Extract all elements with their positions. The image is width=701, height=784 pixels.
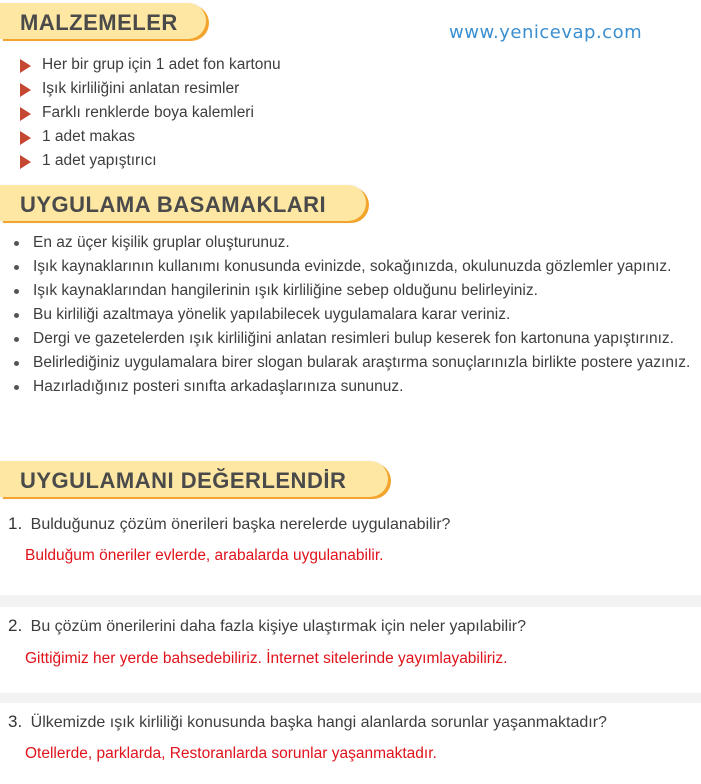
question-2 (8, 616, 526, 636)
question-number: 1. (8, 514, 23, 533)
list-item: Her bir grup için 1 adet fon kartonu (20, 53, 420, 77)
list-item: Işık kaynaklarından hangilerinin ışık kirliliğine sebep olduğunu belirleyiniz. (11, 279, 693, 303)
list-item: Dergi ve gazetelerden ışık kirliliğini anlatan resimleri bulup keserek fon kartonuna yapıştırınız. (11, 327, 693, 351)
divider (0, 693, 701, 703)
answer-box-2 (8, 644, 701, 692)
question-text: Ülkemizde ışık kirliliği konusunda başka hangi alanlarda sorunlar yaşanmaktadır? (30, 714, 607, 731)
question-3 (8, 712, 607, 732)
watermark-text: www.yenicevap.com (449, 22, 643, 43)
dot-bullet-icon (14, 265, 19, 270)
materials-banner (0, 3, 206, 39)
dot-bullet-icon (14, 337, 19, 342)
evaluate-title: UYGULAMANI DEĞERLENDİR (20, 468, 347, 493)
materials-title: MALZEMELER (20, 10, 178, 35)
answer-box-3 (8, 739, 701, 779)
dot-bullet-icon (14, 313, 19, 318)
list-item: 1 adet yapıştırıcı (20, 149, 420, 173)
question-number: 2. (8, 616, 23, 635)
divider (0, 595, 701, 607)
list-item: 1 adet makas (20, 125, 420, 149)
steps-title: UYGULAMA BASAMAKLARI (20, 192, 327, 217)
triangle-bullet-icon (20, 107, 31, 121)
dot-bullet-icon (14, 289, 19, 294)
steps-list (11, 231, 693, 399)
answer-text: Otellerde, parklarda, Restoranlarda sorunlar yaşanmaktadır. (25, 745, 437, 762)
list-item: Işık kaynaklarının kullanımı konusunda evinizde, sokağınızda, okulunuzda gözlemler yapınız. (11, 255, 693, 279)
question-1 (8, 514, 450, 534)
evaluate-banner (0, 461, 388, 497)
triangle-bullet-icon (20, 83, 31, 97)
dot-bullet-icon (14, 361, 19, 366)
question-text: Bulduğunuz çözüm önerileri başka nerelerde uygulanabilir? (30, 516, 451, 533)
materials-list (20, 53, 420, 173)
triangle-bullet-icon (20, 155, 31, 169)
answer-text: Gittiğimiz her yerde bahsedebiliriz. İnternet sitelerinde yayımlayabiliriz. (25, 650, 508, 667)
dot-bullet-icon (14, 241, 19, 246)
list-item: Farklı renklerde boya kalemleri (20, 101, 420, 125)
list-item: En az üçer kişilik gruplar oluşturunuz. (11, 231, 693, 255)
list-item: Belirlediğiniz uygulamalara birer slogan bularak araştırma sonuçlarınızla birlikte postere yazınız. (11, 351, 693, 375)
triangle-bullet-icon (20, 131, 31, 145)
answer-text: Bulduğum öneriler evlerde, arabalarda uygulanabilir. (25, 547, 384, 564)
dot-bullet-icon (14, 385, 19, 390)
question-number: 3. (8, 712, 23, 731)
list-item: Işık kirliliğini anlatan resimler (20, 77, 420, 101)
steps-banner (0, 185, 366, 221)
list-item: Bu kirliliği azaltmaya yönelik yapılabilecek uygulamalara karar veriniz. (11, 303, 693, 327)
triangle-bullet-icon (20, 59, 31, 73)
list-item: Hazırladığınız posteri sınıfta arkadaşlarınıza sununuz. (11, 375, 693, 399)
answer-box-1 (8, 541, 701, 589)
question-text: Bu çözüm önerilerini daha fazla kişiye ulaştırmak için neler yapılabilir? (30, 618, 526, 635)
